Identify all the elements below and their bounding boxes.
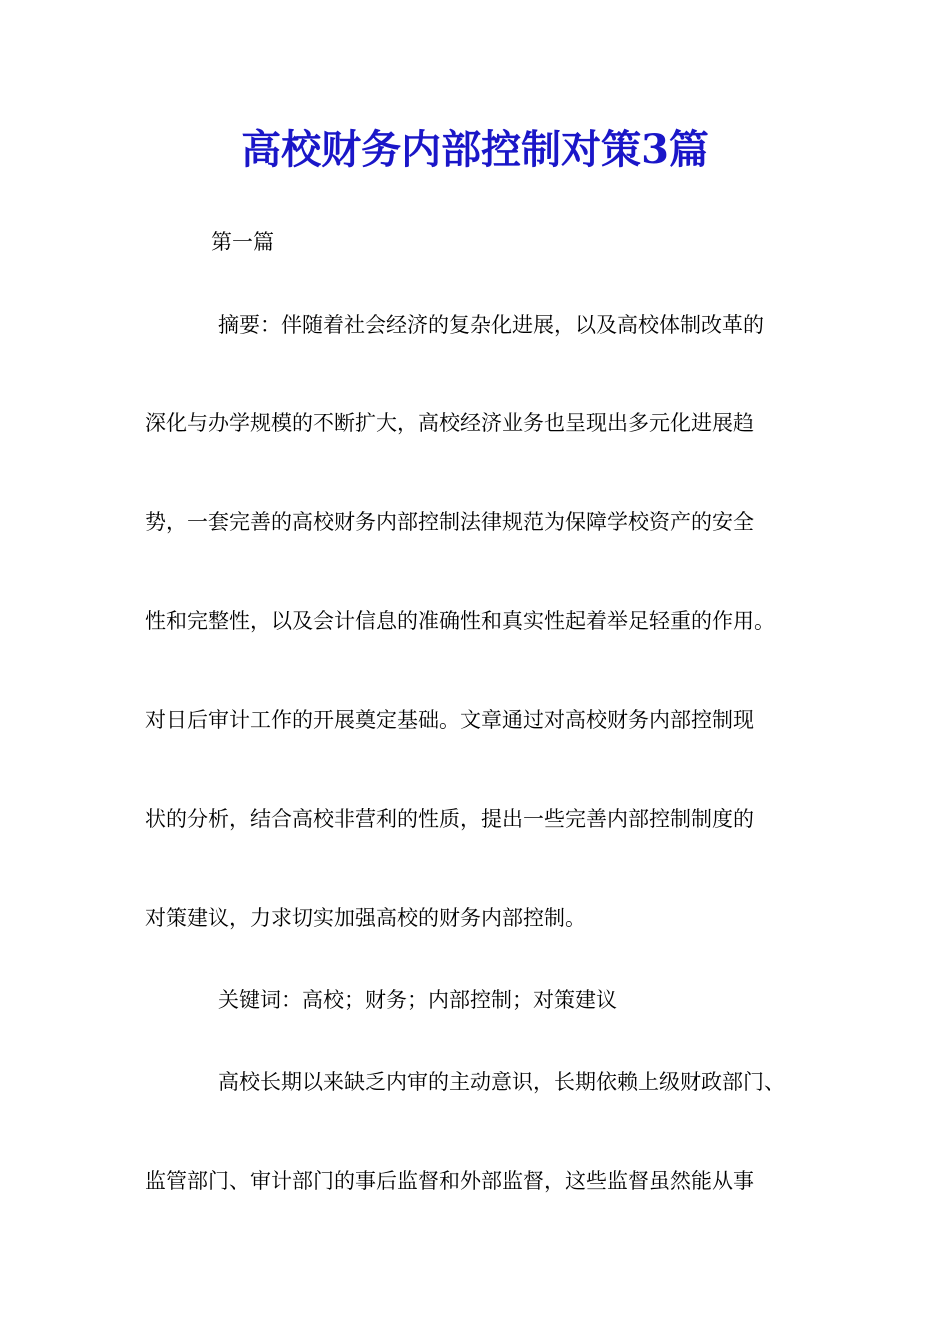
keywords-line: 关键词：高校；财务；内部控制；对策建议 bbox=[218, 988, 617, 1012]
body-line: 监管部门、审计部门的事后监督和外部监督，这些监督虽然能从事 bbox=[145, 1169, 754, 1193]
abstract-line: 势，一套完善的高校财务内部控制法律规范为保障学校资产的安全 bbox=[145, 510, 754, 534]
abstract-line: 性和完整性，以及会计信息的准确性和真实性起着举足轻重的作用。 bbox=[145, 609, 775, 633]
body-line: 高校长期以来缺乏内审的主动意识，长期依赖上级财政部门、 bbox=[218, 1070, 785, 1094]
abstract-line: 摘要：伴随着社会经济的复杂化进展，以及高校体制改革的 bbox=[218, 313, 764, 337]
abstract-line: 状的分析，结合高校非营利的性质，提出一些完善内部控制制度的 bbox=[145, 807, 754, 831]
abstract-line: 深化与办学规模的不断扩大，高校经济业务也呈现出多元化进展趋 bbox=[145, 411, 754, 435]
abstract-line: 对策建议，力求切实加强高校的财务内部控制。 bbox=[145, 906, 586, 930]
abstract-line: 对日后审计工作的开展奠定基础。文章通过对高校财务内部控制现 bbox=[145, 708, 754, 732]
document-title: 高校财务内部控制对策3篇 bbox=[241, 126, 709, 173]
section-label: 第一篇 bbox=[211, 230, 274, 254]
